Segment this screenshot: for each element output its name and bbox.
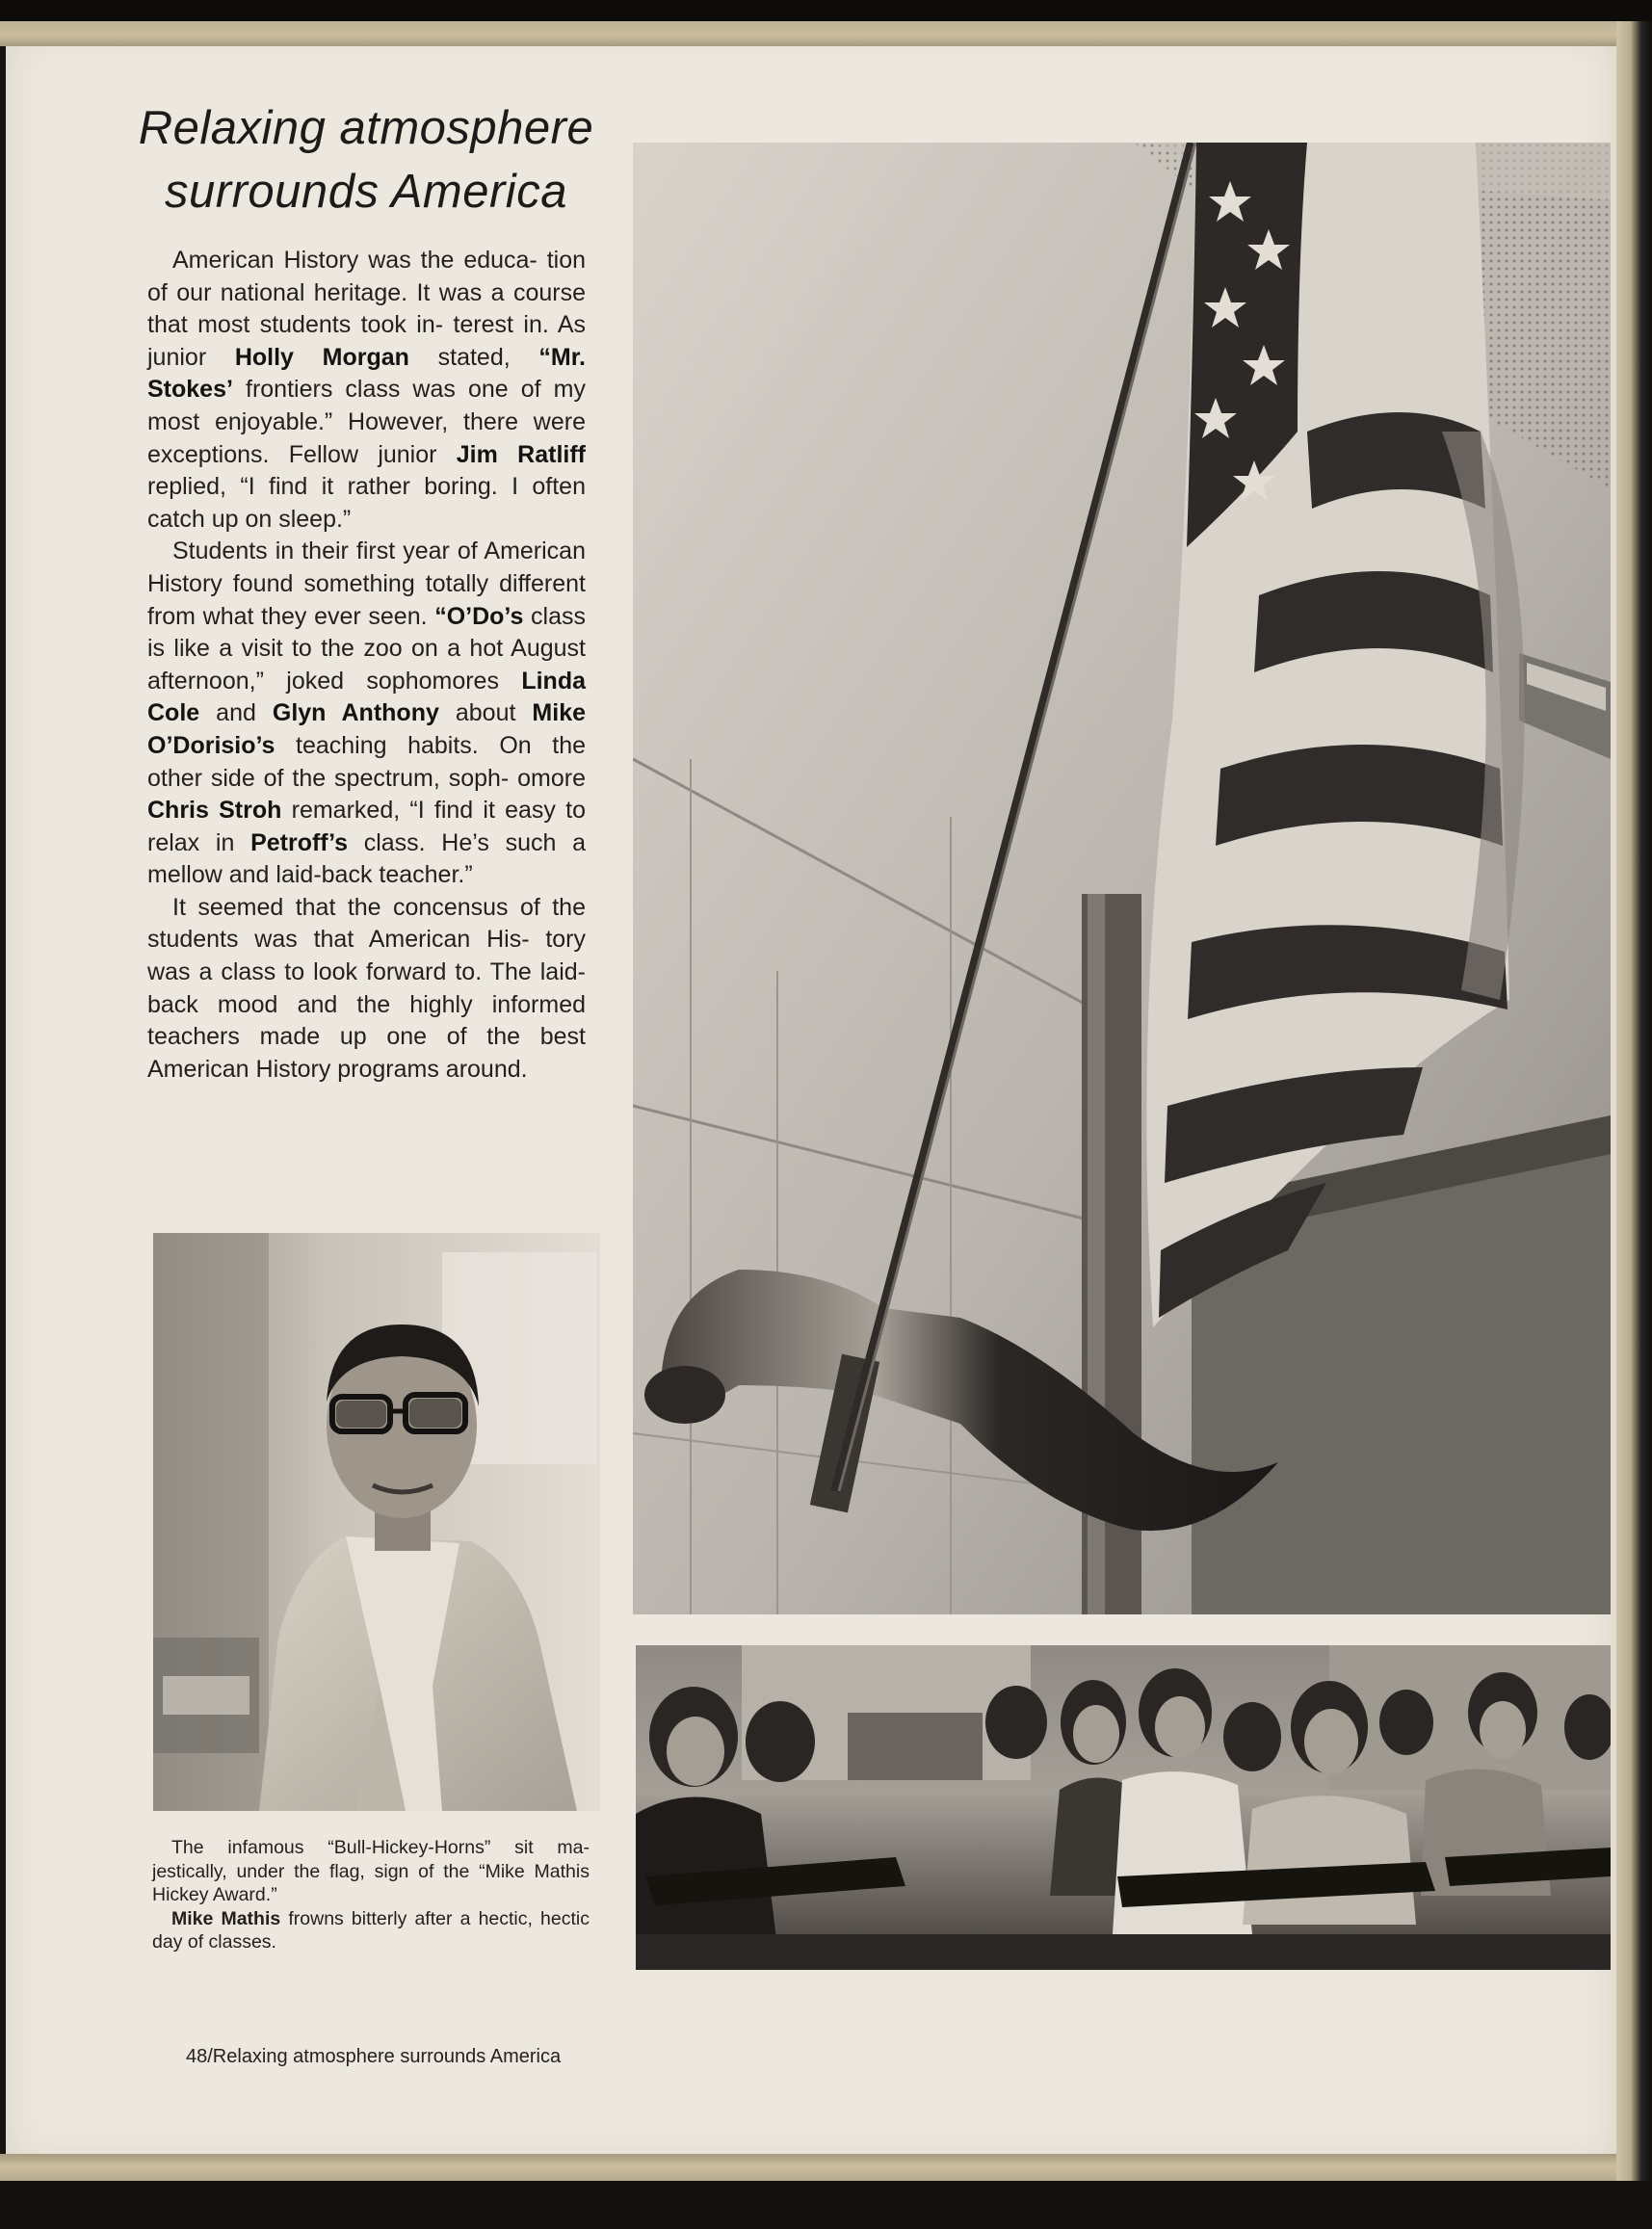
bold-name-run: Petroff’s [250,828,348,856]
headline-line-2: surrounds America [165,166,567,218]
page-folio: 48/Relaxing atmosphere surrounds America [186,2046,562,2067]
article-body [147,245,586,1086]
text-run: class. He’s such a mellow and laid-back teacher.” [147,828,586,889]
caption-mathis-text: frowns bitterly after a hectic, hectic day of classes. [152,1907,590,1953]
scan-bottom-edge [0,2181,1652,2229]
bold-name-run: “Mr. Stokes’ [147,343,586,404]
photo-captions [152,1836,590,1954]
article-paragraph-3 [147,892,586,1087]
text-run: remarked, “I find it easy to relax in [147,797,587,856]
text-run: frontiers class was one of my most enjoyable.” However, there were exceptions. Fellow junior [147,376,586,468]
headline-line-1: Relaxing atmosphere [138,102,594,154]
teacher-portrait-photo [153,1233,600,1811]
caption-horns: The infamous “Bull-Hickey-Horns” sit ma- jestically, under the flag, sign of the “Mike Mathis Hickey Award.” [152,1837,590,1905]
text-run: Students in their first year of American History found something totally different from what they ever seen. [147,538,586,630]
bold-name-run: Jim Ratliff [456,440,586,468]
caption-mathis-name: Mike Mathis [171,1907,281,1929]
bold-name-run: Holly Morgan [234,343,409,371]
article-headline [96,96,636,223]
flag-and-horns-photo [633,143,1611,1614]
bold-name-run: Mike O’Dorisio’s [147,699,587,759]
text-run: replied, “I find it rather boring. I often catch up on sleep.” [147,473,586,533]
article-paragraph-2 [147,536,586,892]
text-run: American History was the educa- tion of our national heritage. It was a course that most students took in- terest in. As junior [147,247,586,371]
text-run: stated, [408,343,539,371]
scan-top-edge [0,0,1652,21]
bold-name-run: Linda Cole [147,667,586,727]
binding-edge-top [0,21,1628,46]
bold-name-run: Glyn Anthony [272,699,439,727]
text-run: It seemed that the concensus of the students was that American His- tory was a class to look forward to. The laid-back mood and the highly informed teachers made up one of the best American History programs around. [147,893,586,1083]
bold-name-run: “O’Do’s [434,602,524,630]
text-run: about [438,699,533,727]
article-paragraph-1 [147,245,586,536]
classroom-students-photo [636,1645,1611,1970]
text-run: class is like a visit to the zoo on a hot August afternoon,” joked sophomores [147,602,586,695]
text-run: and [199,699,273,727]
bold-name-run: Chris Stroh [147,797,282,825]
binding-edge-right [1616,21,1652,2229]
text-run: teaching habits. On the other side of the spectrum, soph- omore [147,731,586,792]
caption-mathis [152,1907,590,1954]
binding-edge-bottom [0,2154,1628,2181]
